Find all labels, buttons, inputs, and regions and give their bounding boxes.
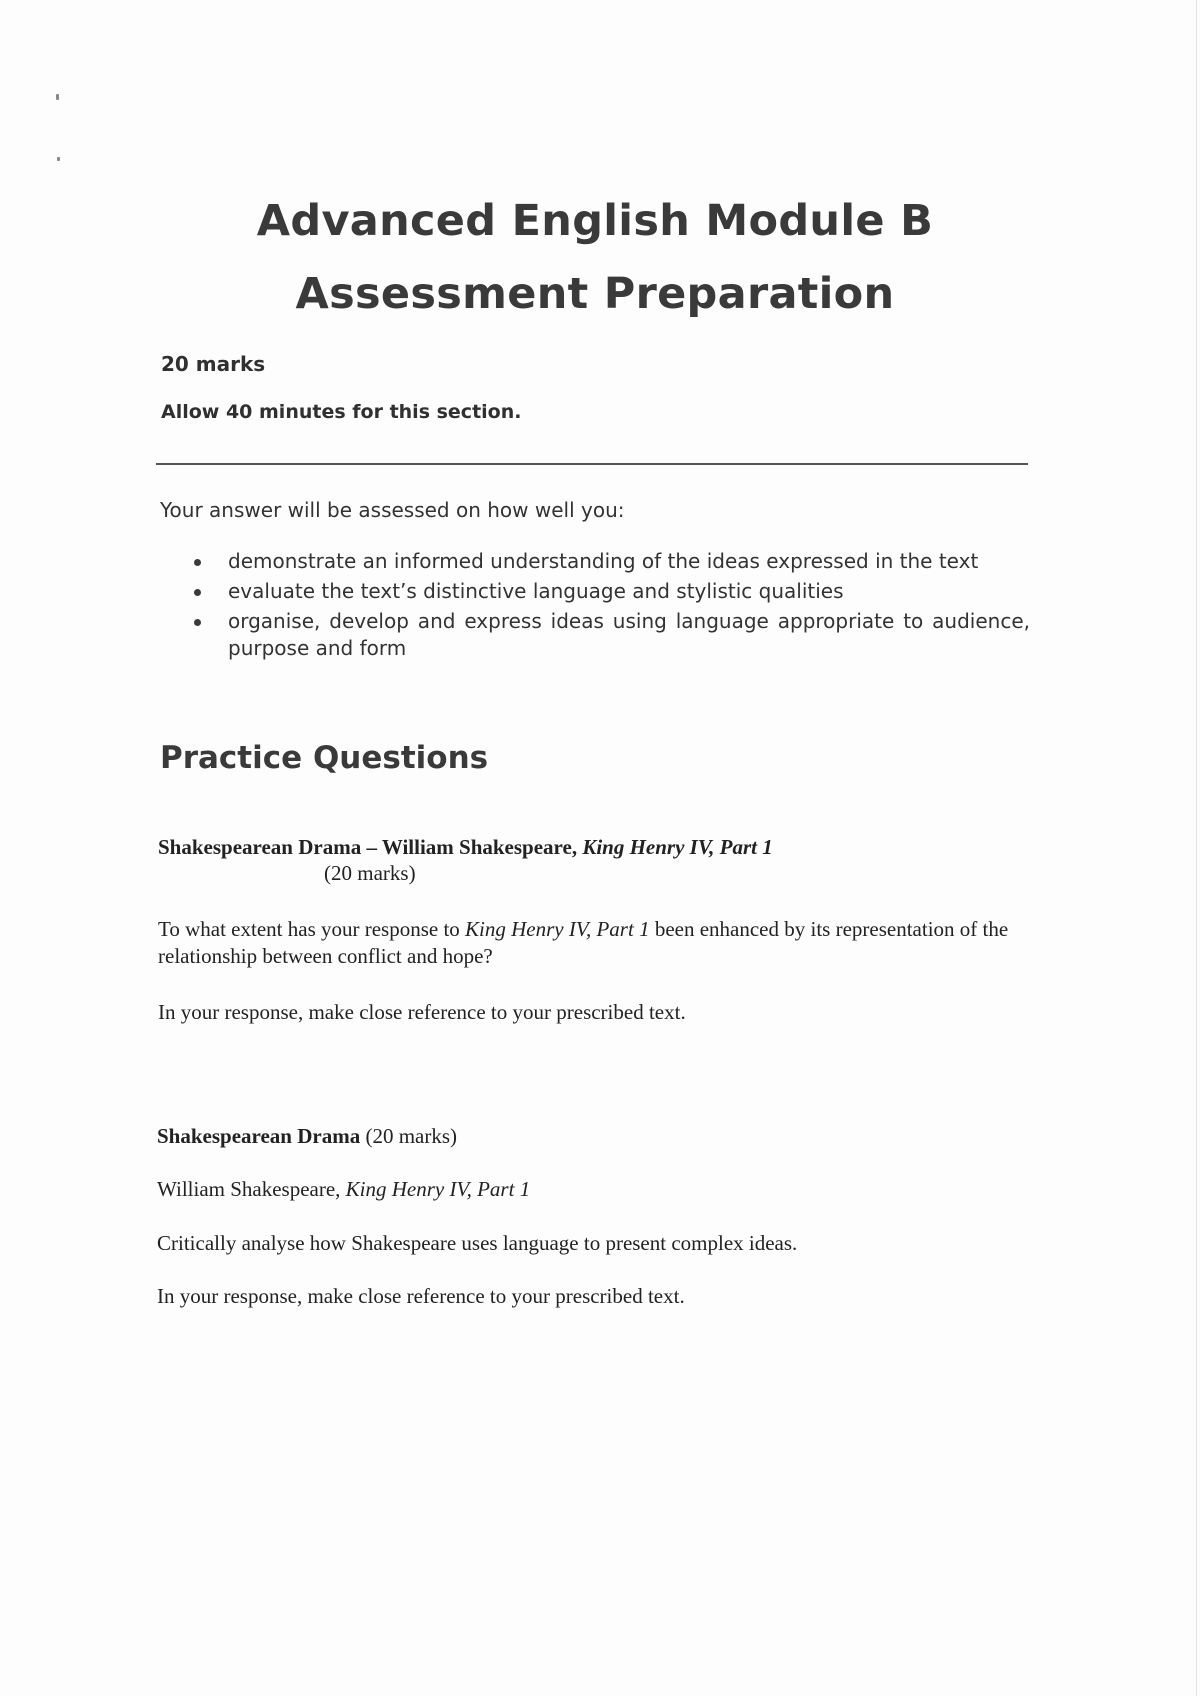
question-1-heading (158, 834, 773, 861)
question-1-text-title: King Henry IV, Part 1 (582, 835, 773, 859)
bullet-icon (194, 589, 201, 596)
criteria-item (160, 548, 1030, 575)
question-1-reference-instruction: In your response, make close reference to your prescribed text. (158, 1000, 686, 1024)
criteria-text: demonstrate an informed understanding of the ideas expressed in the text (228, 549, 979, 573)
criteria-text: organise, develop and express ideas using language appropriate to audience, purpose and form (228, 609, 1030, 660)
question-1-prompt-before: To what extent has your response to (158, 917, 460, 941)
question-1-prompt (158, 916, 1030, 970)
question-1-heading-label: Shakespearean Drama – William Shakespeare, (158, 835, 578, 859)
question-2-author-line (157, 1177, 530, 1202)
title-line-2: Assessment Preparation (295, 269, 895, 319)
question-2-author: William Shakespeare, (157, 1177, 341, 1201)
time-allowance: Allow 40 minutes for this section. (161, 401, 522, 423)
question-2-reference-instruction: In your response, make close reference to your prescribed text. (157, 1284, 685, 1308)
question-1-prompt-title: King Henry IV, Part 1 (465, 917, 650, 941)
criteria-list (160, 548, 1030, 665)
title-line-1: Advanced English Module B (256, 196, 934, 246)
question-2-heading-label: Shakespearean Drama (157, 1124, 361, 1148)
scan-edge (1196, 0, 1197, 1696)
scan-speck (56, 94, 59, 100)
question-2-heading-marks: (20 marks) (365, 1124, 458, 1148)
criteria-item (160, 608, 1030, 662)
question-2-prompt: Critically analyse how Shakespeare uses language to present complex ideas. (157, 1231, 798, 1255)
question-1-marks: (20 marks) (324, 861, 416, 885)
scan-speck (57, 157, 60, 161)
question-2-text-title: King Henry IV, Part 1 (345, 1177, 531, 1201)
divider (156, 463, 1028, 465)
total-marks: 20 marks (161, 352, 266, 376)
question-2-heading (157, 1124, 457, 1149)
question-1-prompt-after: been enhanced by its representation of the relationship between conflict and hope? (158, 917, 1009, 968)
assessment-intro: Your answer will be assessed on how well you: (160, 498, 625, 522)
criteria-text: evaluate the text’s distinctive language and stylistic qualities (228, 579, 844, 603)
criteria-item (160, 578, 1030, 605)
section-heading: Practice Questions (160, 740, 489, 776)
bullet-icon (194, 619, 201, 626)
bullet-icon (194, 559, 201, 566)
